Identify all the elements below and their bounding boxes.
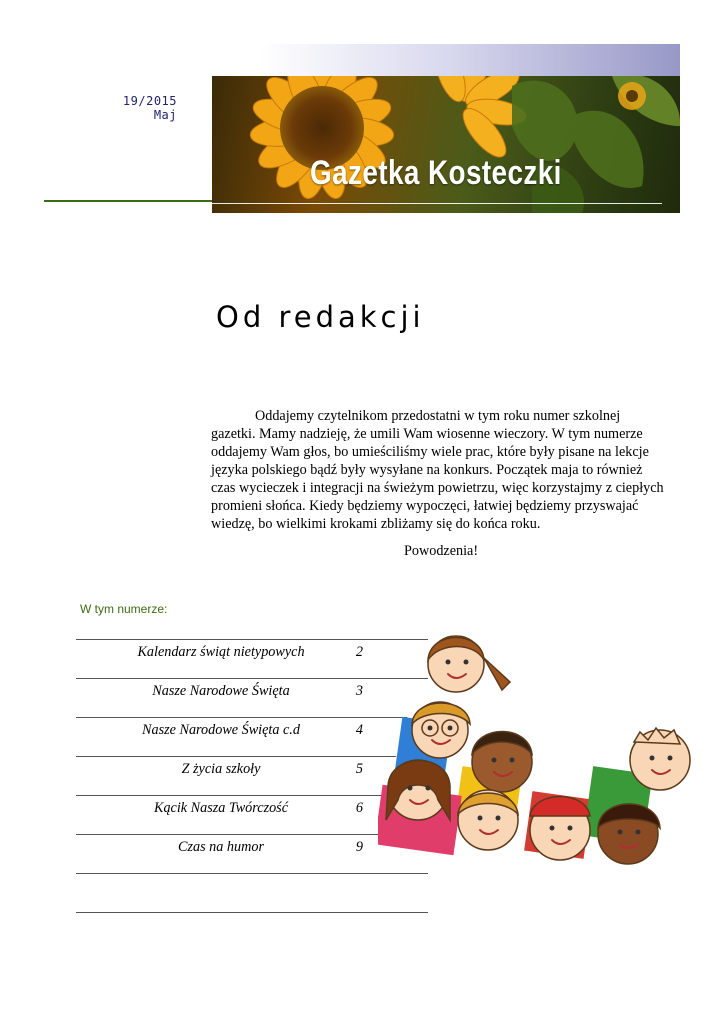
- banner-underline: [212, 203, 662, 204]
- header-divider: [44, 200, 212, 202]
- toc-row[interactable]: [76, 835, 428, 874]
- newsletter-title: Gazetka Kosteczki: [310, 154, 562, 192]
- table-of-contents: [76, 639, 428, 913]
- toc-row: [76, 874, 428, 913]
- toc-row[interactable]: [76, 757, 428, 796]
- toc-item-title: Kącik Nasza Twórczość: [154, 800, 288, 816]
- toc-item-title: Nasze Narodowe Święta: [152, 683, 290, 699]
- masthead-banner: [212, 76, 680, 213]
- issue-number: 19/2015: [122, 94, 177, 108]
- toc-row[interactable]: [76, 718, 428, 757]
- toc-row[interactable]: [76, 640, 428, 679]
- toc-item-title: Nasze Narodowe Święta c.d: [142, 722, 300, 738]
- toc-row[interactable]: [76, 796, 428, 835]
- toc-item-title: Czas na humor: [178, 839, 264, 855]
- editorial-text: [211, 407, 667, 533]
- toc-item-title: Z życia szkoły: [181, 761, 261, 777]
- editorial-closing: Powodzenia!: [404, 543, 479, 559]
- toc-row[interactable]: [76, 679, 428, 718]
- toc-title: W tym numerze:: [80, 602, 168, 616]
- toc-item-page: 2: [355, 644, 363, 660]
- toc-item-page: 6: [355, 800, 363, 816]
- toc-item-page: 4: [355, 722, 363, 738]
- toc-item-page: 5: [355, 761, 363, 777]
- section-heading: Od redakcji: [216, 300, 425, 334]
- banner-gradient-strip: [260, 44, 680, 76]
- editorial-paragraph: Oddajemy czytelnikom przedostatni w tym roku numer szkolnej gazetki. Mamy nadzieję, że umili Wam wiosenne wieczory. W tym numerze oddajemy Wam głos, bo umieściliśmy wiele prac, które były pisane na lekcje języka polskiego bądź były wysyłane na konkurs. Początek maja to również czas wycieczek i integracji na świeżym powietrzu, więc korzystajmy z ciepłych promieni słońca. Kiedy będziemy wypoczęci, łatwiej będziemy przyswajać wiedzę, bo wielkimi krokami zbliżamy się do końca roku.: [211, 408, 664, 532]
- toc-item-page: 9: [355, 839, 363, 855]
- issue-month: Maj: [153, 108, 177, 122]
- issue-info: [123, 94, 177, 122]
- toc-item-title: Kalendarz świąt nietypowych: [137, 644, 305, 660]
- toc-item-page: 3: [355, 683, 363, 699]
- children-illustration: [378, 620, 694, 890]
